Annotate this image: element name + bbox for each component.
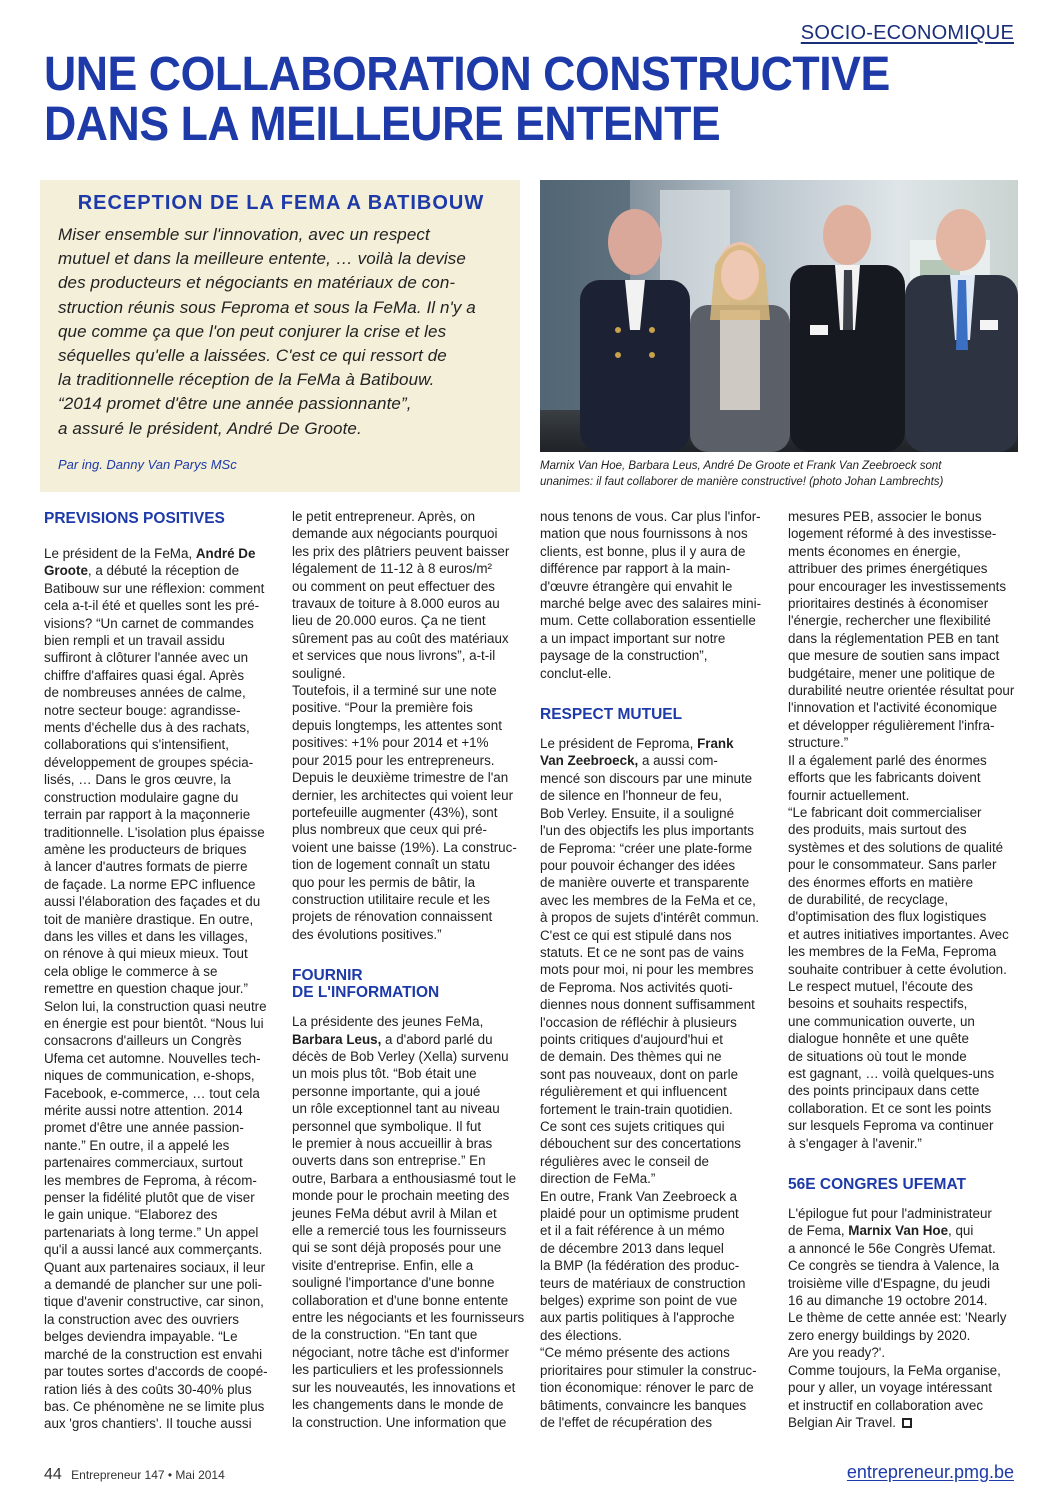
text-line: chiffre d'affaires quasi égal. Après	[44, 667, 245, 683]
text-line: aux 'gros chantiers'. Il touche aussi	[44, 1416, 252, 1432]
text-line: traditionnelle. L'isolation plus épaisse	[44, 824, 265, 840]
byline: Par ing. Danny Van Parys MSc	[58, 456, 237, 472]
website-link[interactable]: entrepreneur.pmg.be	[846, 1462, 1014, 1482]
article-column-4	[788, 508, 1020, 1431]
text-line: est gagnant, … voilà quelques-uns	[788, 1066, 995, 1081]
text-line: cela oblige le commerce à se	[44, 963, 218, 979]
text-line: la construction avec des ouvriers	[44, 1311, 240, 1327]
text-line: partenaires commerciaux, surtout	[44, 1155, 243, 1171]
text-line: de demain. Des thèmes qui ne	[540, 1049, 722, 1065]
text-line: à lancer d'autres formats de pierre	[44, 859, 248, 875]
intro-line: la traditionnelle réception de la FeMa à Batibouw.	[58, 370, 435, 390]
text-line: portefeuille augmenter (43%), sont	[292, 804, 498, 820]
text-line: un mois plus tôt. “Bob était une	[292, 1066, 477, 1082]
column-text	[540, 735, 772, 1431]
subheading-respect: RESPECT MUTUEL	[540, 706, 683, 724]
text-line: Ufema cet automne. Nouvelles tech-	[44, 1050, 261, 1066]
text-line: des produits, mais surtout des	[788, 822, 967, 838]
text-line: Quant aux partenaires sociaux, il leur	[44, 1259, 266, 1275]
text-line: construction modulaire gagne du	[44, 789, 239, 805]
text-line: zero energy buildings by 2020.	[788, 1327, 971, 1343]
text-line: développement de groupes spécia-	[44, 754, 254, 770]
text-line: mencé son discours par une minute	[540, 770, 753, 786]
text-line: par toutes sortes d'accords de coopé-	[44, 1364, 268, 1380]
text-line: Il a également parlé des énormes	[788, 752, 987, 768]
text-line: de silence en l'honneur de feu,	[540, 788, 722, 804]
text-line: sûrement pas au coût des matériaux	[292, 630, 509, 646]
text-line: ments économes en énergie,	[788, 543, 961, 559]
text-line: de l'effet de récupération des	[540, 1414, 713, 1430]
text-line: mum. Cette collaboration essentielle	[540, 613, 756, 629]
text-line: prioritaires pour stimuler la construc-	[540, 1362, 757, 1378]
text-line: l'un des objectifs les plus importants	[540, 823, 754, 839]
text-line: des points principaux dans cette	[788, 1083, 980, 1099]
text-line: a un impact important sur notre	[540, 630, 726, 646]
text-line: construction utilitaire recule et les	[292, 891, 490, 907]
text-line: que mesure de soutien sans impact	[788, 648, 1000, 664]
text-line: toit de manière drastique. En outre,	[44, 911, 254, 927]
subheading-fournir	[292, 967, 524, 1001]
text-line: consacrons d'ailleurs un Congrès	[44, 1033, 242, 1049]
text-line: nous tenons de vous. Car plus l'infor-	[540, 509, 761, 524]
text-line: les membres de la FeMa, Feproma	[788, 944, 997, 960]
text-line: bâtiments, convaincre les banques	[540, 1397, 747, 1413]
caption-line: unanimes: il faut collaborer de manière constructive! (photo Johan Lambrechts)	[540, 476, 944, 488]
text-line: sur les nouveautés, les innovations et	[292, 1379, 516, 1395]
text-line: diennes nous donnent suffisamment	[540, 997, 755, 1013]
text-line: positives: +1% pour 2014 et +1%	[292, 735, 489, 751]
text-line: aux partis politiques à l'approche	[540, 1310, 735, 1326]
subheading-line: DE L'INFORMATION	[292, 984, 440, 1002]
text-line: suffiront à clôturer l'année avec un	[44, 650, 249, 666]
text-line: mérite aussi notre attention. 2014	[44, 1103, 243, 1118]
subheading-previsions: PREVISIONS POSITIVES	[44, 510, 225, 527]
text-line: bien rempli et un travail assidu	[44, 633, 225, 649]
text-line: besoins et souhaits respectifs,	[788, 996, 968, 1012]
text-line: en énergie est pour bientôt. “Nous lui	[44, 1015, 264, 1031]
text-line: Ce congrès se tiendra à Valence, la	[788, 1258, 1000, 1274]
text-line: Selon lui, la construction quasi neutre	[44, 998, 267, 1014]
section-label: SOCIO-ECONOMIQUE	[800, 22, 1014, 44]
text-line: collaborations qui s'intensifient,	[44, 737, 229, 753]
text-line: quo pour les permis de bâtir, la	[292, 874, 476, 890]
footer-issue	[44, 1466, 225, 1484]
text-line: projets de rénovation connaissent	[292, 909, 493, 925]
text-line: mesures PEB, associer le bonus	[788, 509, 982, 524]
text-line: dernier, les architectes qui voient leur	[292, 787, 514, 803]
text-line: différence par rapport à la main-	[540, 561, 731, 577]
intro-line: struction réunis sous Feproma et sous la FeMa. Il n'y a	[58, 297, 476, 317]
caption-line: Marnix Van Hoe, Barbara Leus, André De Groote et Frank Van Zeebroeck sont	[540, 460, 942, 472]
intro-box	[40, 180, 520, 492]
text-line: ou comment on peut effectuer des	[292, 578, 495, 594]
text-line: tion économique: rénover le parc de	[540, 1380, 754, 1396]
text-line: de Fema, Marnix Van Hoe, qui	[788, 1223, 974, 1239]
intro-line: a assuré le président, André De Groote.	[58, 418, 362, 438]
text-line: d'œuvre étrangère qui envahit le	[540, 578, 733, 594]
text-line: souligné.	[292, 665, 346, 681]
text-line: direction de FeMa.”	[540, 1171, 656, 1187]
text-line: fournir actuellement.	[788, 787, 910, 803]
text-line: et services que nous livrons”, a-t-il	[292, 648, 496, 664]
text-line: plaidé pour un optimisme prudent	[540, 1206, 739, 1222]
text-line: “Ce mémo présente des actions	[540, 1345, 730, 1361]
text-line: pour 2015 pour les entrepreneurs.	[292, 752, 495, 768]
text-line: sont pas nouveaux, dont on parle	[540, 1066, 739, 1082]
article-column-3	[540, 508, 772, 1431]
text-line: un rôle exceptionnel tant au niveau	[292, 1101, 500, 1117]
text-line: belges deviendra impayable. “Le	[44, 1329, 238, 1345]
text-line: collaboration. Et ce sont les points	[788, 1100, 992, 1116]
text-line: penser la fidélité plutôt que de viser	[44, 1190, 255, 1206]
page-number: 44	[44, 1466, 62, 1483]
text-line: de manière ouverte et transparente	[540, 875, 750, 891]
text-line: voient une baisse (19%). La construc-	[292, 839, 517, 855]
text-line: promet d'être une année passion-	[44, 1120, 244, 1136]
text-line: dialogue honnête et une quête	[788, 1031, 969, 1047]
text-line: tion de logement connaît un statu	[292, 857, 491, 873]
text-line: régulières avec le conseil de	[540, 1153, 709, 1169]
headline	[44, 50, 955, 150]
text-line: clients, est bonne, plus il y aura de	[540, 543, 746, 559]
text-line: l'occasion de réfléchir à plusieurs	[540, 1014, 737, 1030]
text-line: marché belge avec des salaires mini-	[540, 596, 762, 612]
text-line: C'est ce qui est stipulé dans nos	[540, 927, 732, 943]
text-line: à s'engager à l'avenir.”	[788, 1135, 922, 1151]
text-line: décès de Bob Verley (Xella) survenu	[292, 1048, 509, 1064]
text-line: monde pour le prochain meeting des	[292, 1188, 510, 1204]
text-line: Le thème de cette année est: 'Nearly	[788, 1310, 1007, 1326]
text-line: d'optimisation des flux logistiques	[788, 909, 987, 925]
text-line: budgétaire, mener une politique de	[788, 665, 995, 681]
text-line: le premier à nous accueillir à bras	[292, 1136, 493, 1151]
text-line: des énormes efforts en matière	[788, 874, 974, 890]
intro-line: des producteurs et négociants en matériaux de con-	[58, 273, 456, 293]
column-text	[44, 545, 276, 1433]
text-line: de façade. La norme EPC influence	[44, 876, 256, 892]
text-line: Van Zeebroeck, a aussi com-	[540, 753, 718, 769]
text-line: belges) exprime son point de vue	[540, 1293, 738, 1309]
text-line: Bob Verley. Ensuite, il a souligné	[540, 805, 735, 821]
text-line: bas. Ce phénomène ne se limite plus	[44, 1398, 265, 1414]
article-column-1	[44, 508, 276, 1433]
text-line: des évolutions positives.”	[292, 926, 442, 942]
text-line: les changements dans le monde de	[292, 1397, 504, 1413]
text-line: Groote, a débuté la réception de	[44, 563, 240, 579]
text-line: marché de la construction est envahi	[44, 1346, 263, 1362]
text-line: l'énergie, rechercher une flexibilité	[788, 613, 991, 629]
intro-line: Miser ensemble sur l'innovation, avec un respect	[58, 225, 430, 244]
text-line: paysage de la construction”,	[540, 648, 708, 664]
intro-line: séquelles qu'elle a laissées. C'est ce qui ressort de	[58, 346, 447, 366]
text-line: partenariats à long terme.” Un appel	[44, 1224, 259, 1240]
text-line: lisés, … Dans le gros œuvre, la	[44, 772, 231, 788]
photo-caption	[540, 458, 1018, 490]
text-line: amène les producteurs de briques	[44, 841, 247, 857]
text-line: pour y aller, un voyage intéressant	[788, 1380, 992, 1396]
text-line: L'épilogue fut pour l'administrateur	[788, 1206, 992, 1222]
column-text	[540, 508, 772, 682]
text-line: les membres de Feproma, à récom-	[44, 1172, 257, 1188]
text-line: les prix des plâtriers peuvent baisser	[292, 543, 510, 559]
text-line: dans les villes et dans les villages,	[44, 928, 248, 944]
text-line: Le respect mutuel, l'écoute des	[788, 978, 973, 994]
text-line: a demandé de plancher sur une poli-	[44, 1277, 263, 1293]
text-line: depuis longtemps, les attentes sont	[292, 717, 502, 733]
text-line: lieu de 20.000 euros. Ça ne tient	[292, 613, 486, 629]
text-line: de nombreuses années de calme,	[44, 685, 246, 701]
text-line: Batibouw sur une réflexion: comment	[44, 580, 265, 596]
text-line: structure.”	[788, 735, 849, 751]
text-line: on rénove à qui mieux mieux. Tout	[44, 946, 248, 962]
text-line: nante.” En outre, il a appelé les	[44, 1137, 230, 1153]
text-line: les particuliers et les professionnels	[292, 1362, 504, 1378]
column-text	[788, 1205, 1020, 1431]
column-text	[292, 1013, 524, 1431]
text-line: dans la réglementation PEB en tant	[788, 630, 999, 646]
text-line: niques de communication, e-shops,	[44, 1068, 255, 1084]
intro-line: mutuel et dans la meilleure entente, … voilà la devise	[58, 249, 466, 269]
text-line: Barbara Leus, a d'abord parlé du	[292, 1031, 493, 1047]
text-line: de Feproma: “créer une plate-forme	[540, 840, 753, 856]
intro-text	[58, 223, 504, 441]
text-line: Facebook, e-commerce, … tout cela	[44, 1085, 260, 1101]
text-line: à propos de sujets d'intérêt commun.	[540, 910, 760, 926]
article-column-2	[292, 508, 524, 1431]
text-line: plus nombreux que ceux qui pré-	[292, 822, 488, 838]
text-line: remettre en question chaque jour.”	[44, 981, 248, 997]
text-line: légalement de 11-12 à 8 euros/m²	[292, 561, 492, 577]
subheading-congres: 56E CONGRES UFEMAT	[788, 1176, 966, 1194]
text-line: de la construction. “En tant que	[292, 1327, 478, 1343]
headline-line: UNE COLLABORATION CONSTRUCTIVE	[44, 48, 890, 101]
text-line: de Feproma. Nos activités quoti-	[540, 979, 733, 995]
headline-line: DANS LA MEILLEURE ENTENTE	[44, 98, 721, 151]
text-line: Le président de la FeMa, André De	[44, 546, 256, 561]
text-line: notre secteur bouge: agrandisse-	[44, 702, 241, 718]
text-line: pour pouvoir échanger des idées	[540, 857, 736, 873]
text-line: En outre, Frank Van Zeebroeck a	[540, 1188, 737, 1204]
text-line: Le président de Feproma, Frank	[540, 736, 734, 752]
text-line: qu'il a aussi lancé aux commerçants.	[44, 1242, 263, 1258]
text-line: personnel que symbolique. Il fut	[292, 1118, 482, 1134]
text-line: points critiques d'aujourd'hui et	[540, 1031, 724, 1047]
text-line: la BMP (la fédération des produc-	[540, 1258, 740, 1274]
text-line: teurs de matériaux de construction	[540, 1275, 746, 1291]
text-line: “Le fabricant doit commercialiser	[788, 804, 982, 820]
text-line: pour encourager les investissements	[788, 578, 1007, 594]
text-line: fortement le train-train quotidien.	[540, 1101, 733, 1117]
group-photo-illustration	[540, 180, 1018, 452]
column-text	[788, 508, 1020, 1152]
text-line: souhaite contribuer à cette évolution.	[788, 961, 1007, 977]
text-line: Toutefois, il a terminé sur une note	[292, 683, 497, 699]
text-line: le gain unique. “Elaborez des	[44, 1207, 218, 1223]
text-line: a annoncé le 56e Congrès Ufemat.	[788, 1240, 996, 1256]
text-line: l'innovation et l'activité économique	[788, 700, 998, 716]
text-line: pour le consommateur. Sans parler	[788, 857, 997, 873]
intro-line: que comme ça que l'on peut conjurer la crise et les	[58, 321, 447, 341]
text-line: Are you ready?'.	[788, 1345, 886, 1361]
text-line: ration liés à des coûts 30-40% plus	[44, 1381, 252, 1397]
text-line: visite d'entreprise. Enfin, elle a	[292, 1257, 474, 1273]
text-line: mation que nous fournissons à nos	[540, 526, 748, 542]
text-line: systèmes et des solutions de qualité	[788, 839, 1004, 855]
text-line: et autres initiatives importantes. Avec	[788, 926, 1009, 942]
text-line: Belgian Air Travel.	[788, 1414, 1020, 1431]
text-line: de décembre 2013 dans lequel	[540, 1240, 724, 1256]
text-line: attribuer des primes énergétiques	[788, 561, 988, 577]
text-line: et instructif en collaboration avec	[788, 1397, 984, 1413]
text-line: de situations où tout le monde	[788, 1048, 967, 1064]
text-line: personne importante, qui a joué	[292, 1083, 481, 1099]
text-line: positive. “Pour la première fois	[292, 700, 473, 716]
text-line: sur lesquels Feproma va continuer	[788, 1118, 994, 1134]
text-line: avec les membres de la FeMa et ce,	[540, 892, 756, 908]
text-line: demande aux négociants pourquoi	[292, 526, 498, 542]
text-line: et il a fait référence à un mémo	[540, 1223, 725, 1239]
text-line: ouverts dans son entreprise.” En	[292, 1153, 486, 1169]
text-line: collaboration et d'une bonne entente	[292, 1292, 509, 1308]
text-line: des élections.	[540, 1327, 622, 1343]
text-line: le petit entrepreneur. Après, on	[292, 509, 476, 524]
text-line: efforts que les fabricants doivent	[788, 770, 981, 786]
text-line: outre, Barbara a enthousiasmé tout le	[292, 1170, 517, 1186]
text-line: logement réformé à des investisse-	[788, 526, 997, 542]
text-line: négociant, notre tâche est d'informer	[292, 1344, 509, 1360]
text-line: régulièrement et qui influencent	[540, 1084, 727, 1100]
text-line: elle a remercié tous les fournisseurs	[292, 1223, 507, 1239]
text-line: souligné l'importance d'une bonne	[292, 1275, 495, 1291]
text-line: entre les négociants et les fournisseurs	[292, 1310, 525, 1326]
text-line: qui se sont déjà proposés pour une	[292, 1240, 502, 1256]
text-line: jeunes FeMa début avril à Milan et	[292, 1205, 497, 1221]
intro-line: “2014 promet d'être une année passionnante”,	[58, 394, 412, 414]
text-line: troisième ville d'Espagne, du jeudi	[788, 1275, 991, 1291]
intro-heading: RECEPTION DE LA FEMA A BATIBOUW	[77, 192, 485, 214]
text-line: statuts. Et ce ne sont pas de vains	[540, 944, 744, 960]
text-line: cela a-t-il été et quelles sont les pré-	[44, 598, 260, 614]
text-line: mots pour moi, ni pour les membres	[540, 962, 754, 978]
text-line: Ce sont ces sujets critiques qui	[540, 1119, 725, 1134]
end-mark-icon	[902, 1418, 912, 1428]
text-line: aussi l'élaboration des façades et du	[44, 894, 261, 910]
text-line: Depuis le deuxième trimestre de l'an	[292, 770, 509, 786]
text-line: de durabilité, de recyclage,	[788, 891, 949, 907]
text-line: une communication ouverte, un	[788, 1013, 975, 1029]
text-line: prioritaires destinés à économiser	[788, 596, 989, 612]
text-line: la construction. Une information que	[292, 1414, 507, 1430]
text-line: visions? “Un carnet de commandes	[44, 615, 254, 631]
text-line: La présidente des jeunes FeMa,	[292, 1014, 484, 1030]
text-line: tique d'avenir constructive, car sinon,	[44, 1294, 264, 1310]
text-line: Comme toujours, la FeMa organise,	[788, 1362, 1001, 1378]
text-line: ments d'échelle dus à des rachats,	[44, 720, 250, 736]
issue-label: Entrepreneur 147 • Mai 2014	[71, 1468, 225, 1482]
group-photo	[540, 180, 1018, 452]
text-line: et développer régulièrement l'infra-	[788, 717, 995, 733]
text-line: conclut-elle.	[540, 665, 612, 681]
text-line: durabilité neutre orientée résultat pour	[788, 683, 1015, 699]
text-line: terrain par rapport à la maçonnerie	[44, 807, 251, 823]
text-line: débouchent sur des concertations	[540, 1136, 741, 1152]
text-line: travaux de toiture à 8.000 euros au	[292, 596, 500, 612]
column-text	[292, 508, 524, 943]
text-line: 16 au dimanche 19 octobre 2014.	[788, 1293, 988, 1309]
subheading-line: FOURNIR	[292, 967, 363, 985]
